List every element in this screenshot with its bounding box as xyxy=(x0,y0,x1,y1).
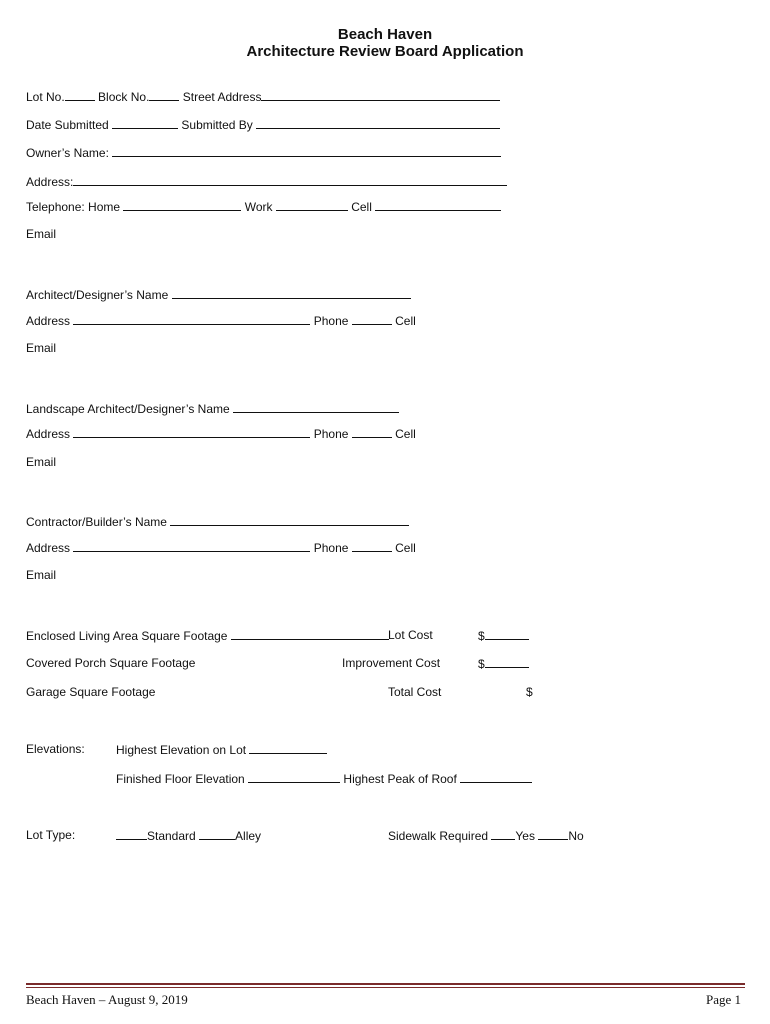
contractor-phone-field[interactable] xyxy=(352,540,392,552)
landscape-name-label: Landscape Architect/Designer’s Name xyxy=(26,402,230,416)
footer-rule-thin xyxy=(26,987,745,988)
lot-no-label: Lot No. xyxy=(26,90,65,104)
finished-floor-row xyxy=(116,771,532,786)
lot-cost-row xyxy=(478,628,529,643)
improvement-cost-row xyxy=(478,656,529,671)
architect-phone-field[interactable] xyxy=(352,313,392,325)
landscape-address-field[interactable] xyxy=(73,426,310,438)
total-cost-currency: $ xyxy=(526,685,533,699)
owner-row-phone xyxy=(26,199,501,214)
lot-cost-field[interactable] xyxy=(485,628,529,640)
lot-type-options xyxy=(116,828,261,843)
architect-address-label: Address xyxy=(26,314,71,328)
garage-label: Garage Square Footage xyxy=(26,685,156,699)
contractor-address-label: Address xyxy=(26,541,71,555)
sidewalk-required-label: Sidewalk Required xyxy=(388,829,489,843)
lot-no-field[interactable] xyxy=(65,89,95,101)
page-number: Page 1 xyxy=(705,992,741,1007)
telephone-work-label: Work xyxy=(244,200,273,214)
contractor-address-field[interactable] xyxy=(73,540,310,552)
landscape-name-field[interactable] xyxy=(233,401,399,413)
contractor-name-label: Contractor/Builder’s Name xyxy=(26,515,167,529)
owners-name-label: Owner’s Name: xyxy=(26,146,109,160)
street-address-field[interactable] xyxy=(261,89,500,101)
form-title-line2: Architecture Review Board Application xyxy=(246,43,524,60)
contractor-row-address xyxy=(26,540,416,555)
improvement-cost-field[interactable] xyxy=(485,656,529,668)
sidewalk-yes-label: Yes xyxy=(515,829,535,843)
block-no-field[interactable] xyxy=(149,89,179,101)
owner-address-field[interactable] xyxy=(73,174,507,186)
landscape-phone-field[interactable] xyxy=(352,426,392,438)
owner-address-label: Address: xyxy=(26,175,74,189)
landscape-row-address xyxy=(26,426,416,441)
enclosed-living-field[interactable] xyxy=(231,628,389,640)
submitted-by-field[interactable] xyxy=(256,117,500,129)
footer-date: Beach Haven – August 9, 2019 xyxy=(26,992,188,1007)
telephone-home-field[interactable] xyxy=(123,199,241,211)
telephone-cell-label: Cell xyxy=(351,200,372,214)
contractor-row-name xyxy=(26,514,409,529)
telephone-cell-field[interactable] xyxy=(375,199,501,211)
enclosed-living-label: Enclosed Living Area Square Footage xyxy=(26,629,228,643)
improvement-cost-currency: $ xyxy=(478,657,485,671)
architect-phone-label: Phone xyxy=(313,314,349,328)
contractor-email-label: Email xyxy=(26,568,57,582)
architect-email-label: Email xyxy=(26,341,57,355)
date-submitted-field[interactable] xyxy=(112,117,178,129)
footer-rule-thick xyxy=(26,983,745,985)
highest-elevation-label: Highest Elevation on Lot xyxy=(116,743,247,757)
finished-floor-field[interactable] xyxy=(248,771,340,783)
contractor-name-field[interactable] xyxy=(170,514,409,526)
improvement-cost-label: Improvement Cost xyxy=(342,656,441,670)
architect-name-field[interactable] xyxy=(172,287,411,299)
architect-address-field[interactable] xyxy=(73,313,310,325)
sidewalk-row xyxy=(388,828,584,843)
lot-cost-currency: $ xyxy=(478,629,485,643)
landscape-email-label: Email xyxy=(26,455,57,469)
owner-row-date xyxy=(26,117,500,132)
street-address-label: Street Address xyxy=(182,90,262,104)
date-submitted-label: Date Submitted xyxy=(26,118,109,132)
block-no-label: Block No. xyxy=(98,90,150,104)
contractor-cell-label: Cell xyxy=(395,541,416,555)
landscape-phone-label: Phone xyxy=(313,427,349,441)
architect-row-name xyxy=(26,287,411,302)
owner-email-label: Email xyxy=(26,227,57,241)
enclosed-living-row xyxy=(26,628,389,643)
telephone-home-label: Telephone: Home xyxy=(26,200,121,214)
standard-label: Standard xyxy=(147,829,196,843)
landscape-cell-label: Cell xyxy=(395,427,416,441)
architect-row-address xyxy=(26,313,416,328)
owners-name-field[interactable] xyxy=(112,145,501,157)
landscape-row-name xyxy=(26,401,399,416)
alley-field[interactable] xyxy=(199,828,235,840)
finished-floor-label: Finished Floor Elevation xyxy=(116,772,245,786)
owner-row-name xyxy=(26,145,501,160)
covered-porch-label: Covered Porch Square Footage xyxy=(26,656,196,670)
highest-elevation-field[interactable] xyxy=(249,742,327,754)
highest-peak-label: Highest Peak of Roof xyxy=(343,772,457,786)
landscape-address-label: Address xyxy=(26,427,71,441)
highest-peak-field[interactable] xyxy=(460,771,532,783)
lot-cost-label: Lot Cost xyxy=(388,628,433,642)
highest-elevation-row xyxy=(116,742,327,757)
owner-row-lot xyxy=(26,89,500,104)
architect-cell-label: Cell xyxy=(395,314,416,328)
lot-type-label: Lot Type: xyxy=(26,828,76,842)
elevations-label: Elevations: xyxy=(26,742,85,756)
form-title-line1: Beach Haven xyxy=(337,26,433,43)
sidewalk-no-label: No xyxy=(568,829,584,843)
owner-row-address xyxy=(26,174,507,189)
alley-label: Alley xyxy=(235,829,262,843)
contractor-phone-label: Phone xyxy=(313,541,349,555)
architect-name-label: Architect/Designer’s Name xyxy=(26,288,169,302)
standard-field[interactable] xyxy=(116,828,147,840)
sidewalk-no-field[interactable] xyxy=(538,828,568,840)
submitted-by-label: Submitted By xyxy=(181,118,253,132)
total-cost-label: Total Cost xyxy=(388,685,442,699)
telephone-work-field[interactable] xyxy=(276,199,348,211)
sidewalk-yes-field[interactable] xyxy=(491,828,515,840)
